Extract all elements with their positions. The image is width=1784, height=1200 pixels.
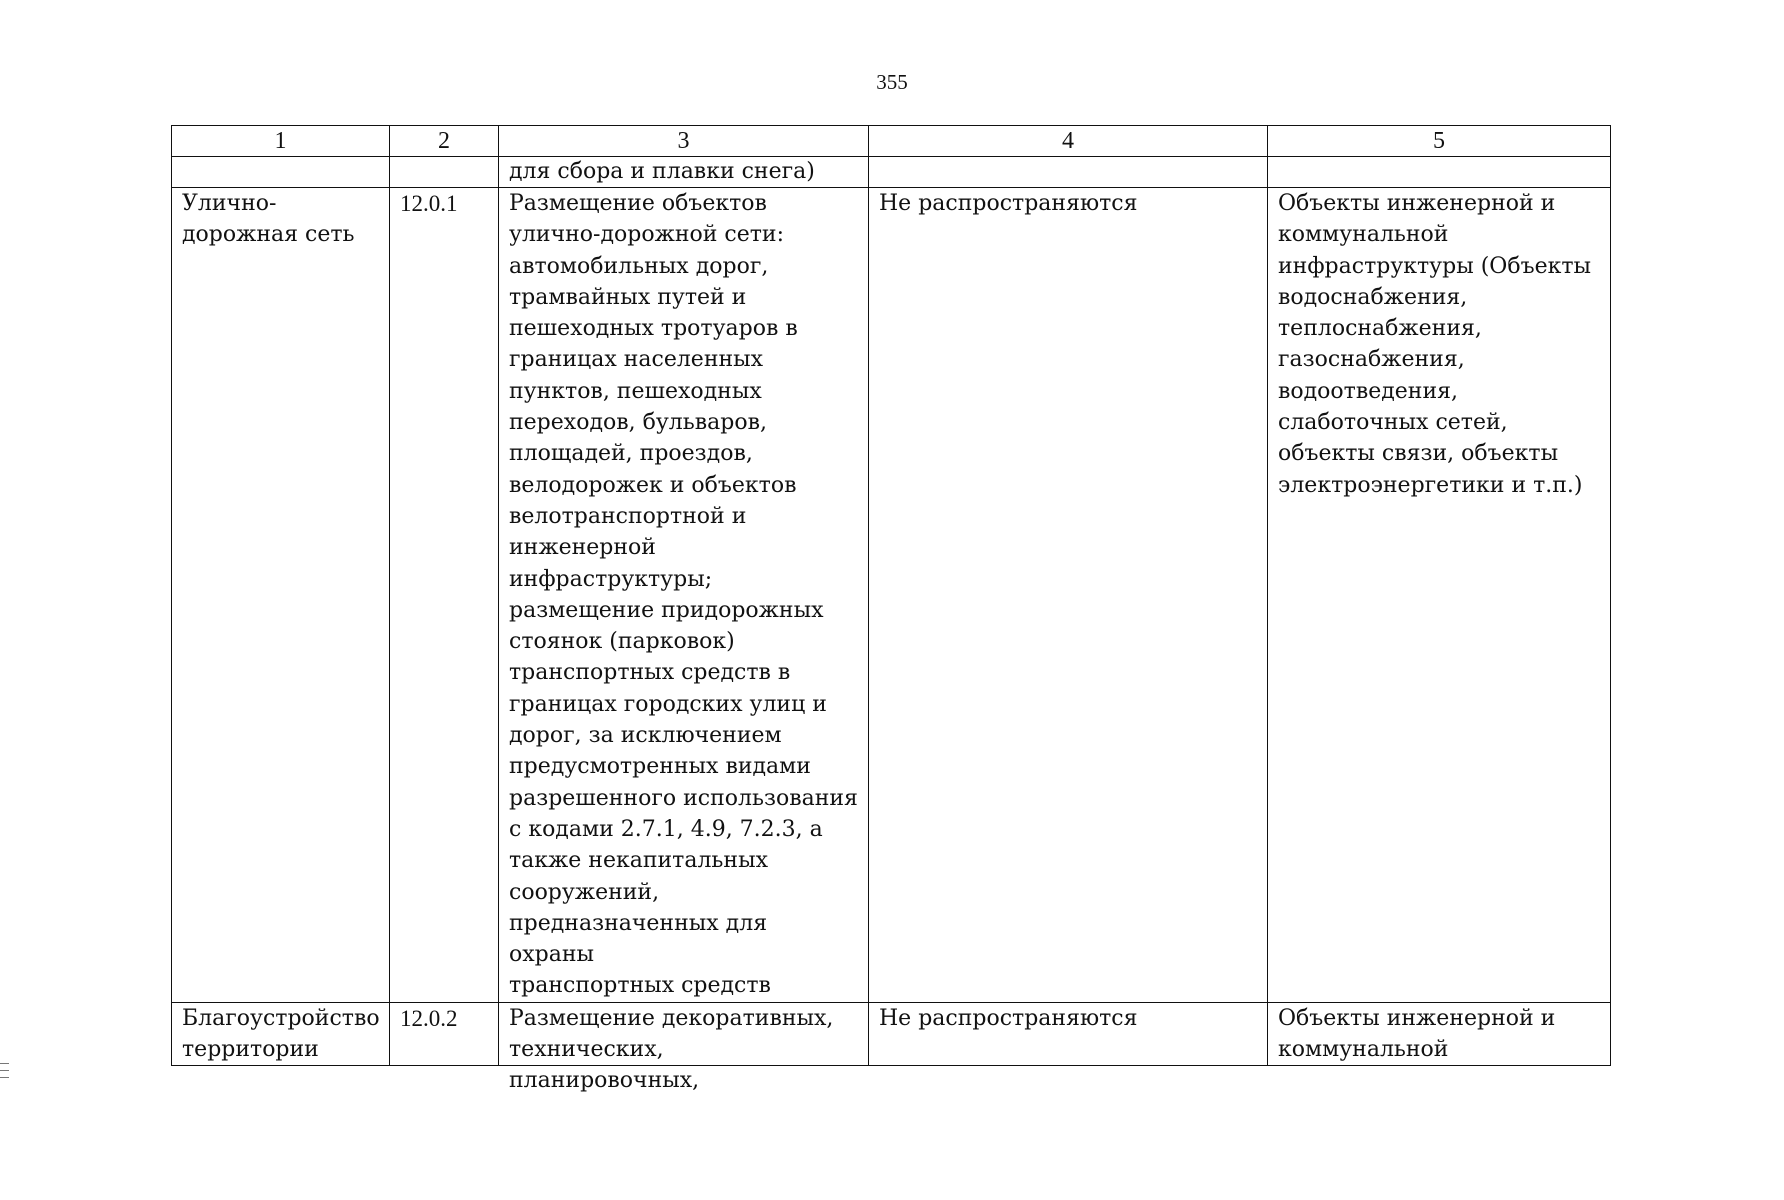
- row-col5: Объекты инженерной и коммунальной: [1278, 1005, 1556, 1063]
- row-col4: Не распространяются: [879, 191, 1138, 216]
- margin-mark: [0, 1070, 9, 1071]
- row-name: Улично- дорожная сеть: [182, 191, 355, 248]
- row-col4: Не распространяются: [879, 1005, 1138, 1031]
- row-code-cell: [390, 1002, 499, 1065]
- row-code: 12.0.2: [400, 1005, 458, 1031]
- column-header-2: 2: [390, 126, 499, 157]
- row-col5-cell: [1268, 188, 1611, 1003]
- row-description: Размещение объектов улично-дорожной сети: автомобильных дорог, трамвайных путей и пешеходных тротуаров в границах населенных пунктов, пешеходных переходов, бульваров, площадей, проездов, велодорожек и объектов велотранспортной и инженерной инфраструктуры; размещение придорожных стоянок (парковок) транспортных средств в границах городских улиц и дорог, за исключением предусмотренных видами разрешенного использования с кодами 2.7.1, 4.9, 7.2.3, а также некапитальных сооружений, предназначенных для охраны транспортных средств: [509, 191, 858, 999]
- continuation-row: [172, 157, 1611, 188]
- regulation-table: [171, 125, 1611, 1094]
- row-col4-cell: [869, 188, 1268, 1003]
- row-name: Благоустройство территории: [182, 1005, 380, 1063]
- margin-mark: [0, 1077, 9, 1078]
- row-col4-cell: [869, 1002, 1268, 1065]
- column-header-4: 4: [869, 126, 1268, 157]
- table-row: [172, 188, 1611, 1003]
- continuation-cell-2: [390, 157, 499, 188]
- row-code-cell: [390, 188, 499, 1003]
- continuation-cell-5: [1268, 157, 1611, 188]
- scan-margin-marks: [0, 1063, 10, 1084]
- row-name-cell: [172, 1002, 390, 1065]
- column-header-1: 1: [172, 126, 390, 157]
- row-description: Размещение декоративных, технических, планировочных,: [509, 1005, 834, 1094]
- row-col5-cell: [1268, 1002, 1611, 1065]
- column-header-3: 3: [499, 126, 869, 157]
- page-number: 355: [876, 70, 908, 94]
- row-description-cell: [499, 1002, 869, 1094]
- row-name-cell: [172, 188, 390, 1003]
- continuation-cell-4: [869, 157, 1268, 188]
- margin-mark: [0, 1063, 9, 1064]
- continuation-cell-3: для сбора и плавки снега): [499, 157, 869, 188]
- column-header-5: 5: [1268, 126, 1611, 157]
- row-description-cell: [499, 188, 869, 1003]
- row-col5: Объекты инженерной и коммунальной инфраструктуры (Объекты водоснабжения, теплоснабжения, газоснабжения, водоотведения, слаботочных сетей, объекты связи, объекты электроэнергетики и т.п.): [1278, 191, 1592, 498]
- table-header-row: [172, 126, 1611, 157]
- continuation-cell-1: [172, 157, 390, 188]
- row-code: 12.0.1: [400, 191, 458, 216]
- table-row: [172, 1002, 1611, 1065]
